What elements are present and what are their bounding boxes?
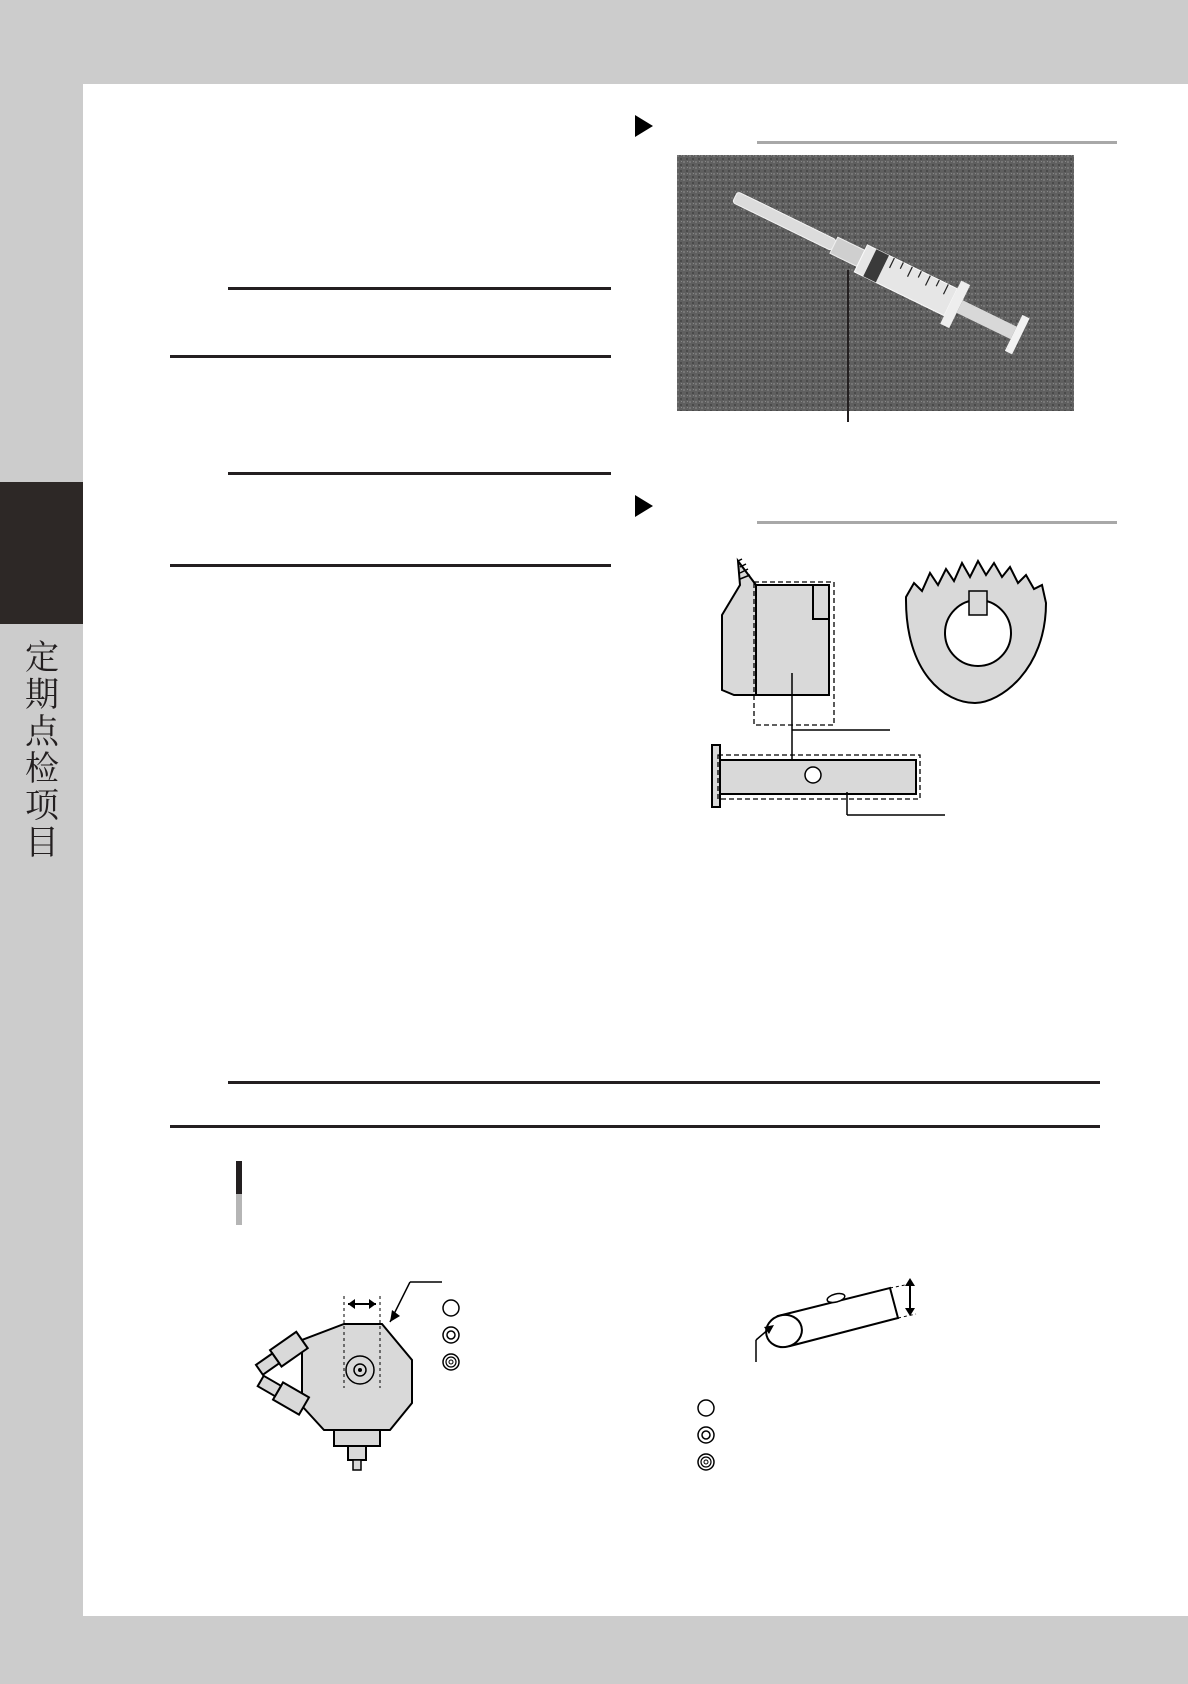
chapter-tab[interactable] xyxy=(0,482,83,624)
divider-line xyxy=(228,472,611,475)
ring-legend xyxy=(695,1398,719,1478)
sub-heading-marker xyxy=(236,1161,242,1225)
ring-single-icon xyxy=(698,1400,714,1416)
divider-line xyxy=(170,355,611,358)
cutter-diagram xyxy=(700,555,1060,815)
ring-legend xyxy=(440,1298,464,1378)
valve-body-diagram xyxy=(262,1278,462,1478)
section-heading-rule xyxy=(757,141,1117,144)
ring-single-icon xyxy=(443,1300,459,1316)
divider-line xyxy=(170,1125,1100,1128)
syringe-photo xyxy=(677,155,1074,411)
section-heading-rule xyxy=(757,521,1117,524)
photo-leader-line xyxy=(846,270,850,422)
ring-double-icon xyxy=(698,1427,714,1443)
divider-line xyxy=(228,287,611,290)
arrow-right-icon xyxy=(635,495,653,517)
divider-line xyxy=(228,1081,1100,1084)
pin-diagram xyxy=(720,1268,930,1368)
arrow-right-icon xyxy=(635,115,653,137)
divider-line xyxy=(170,564,611,567)
ring-double-icon xyxy=(443,1327,459,1343)
chapter-tab-label: 定期点检项目 xyxy=(25,638,59,863)
